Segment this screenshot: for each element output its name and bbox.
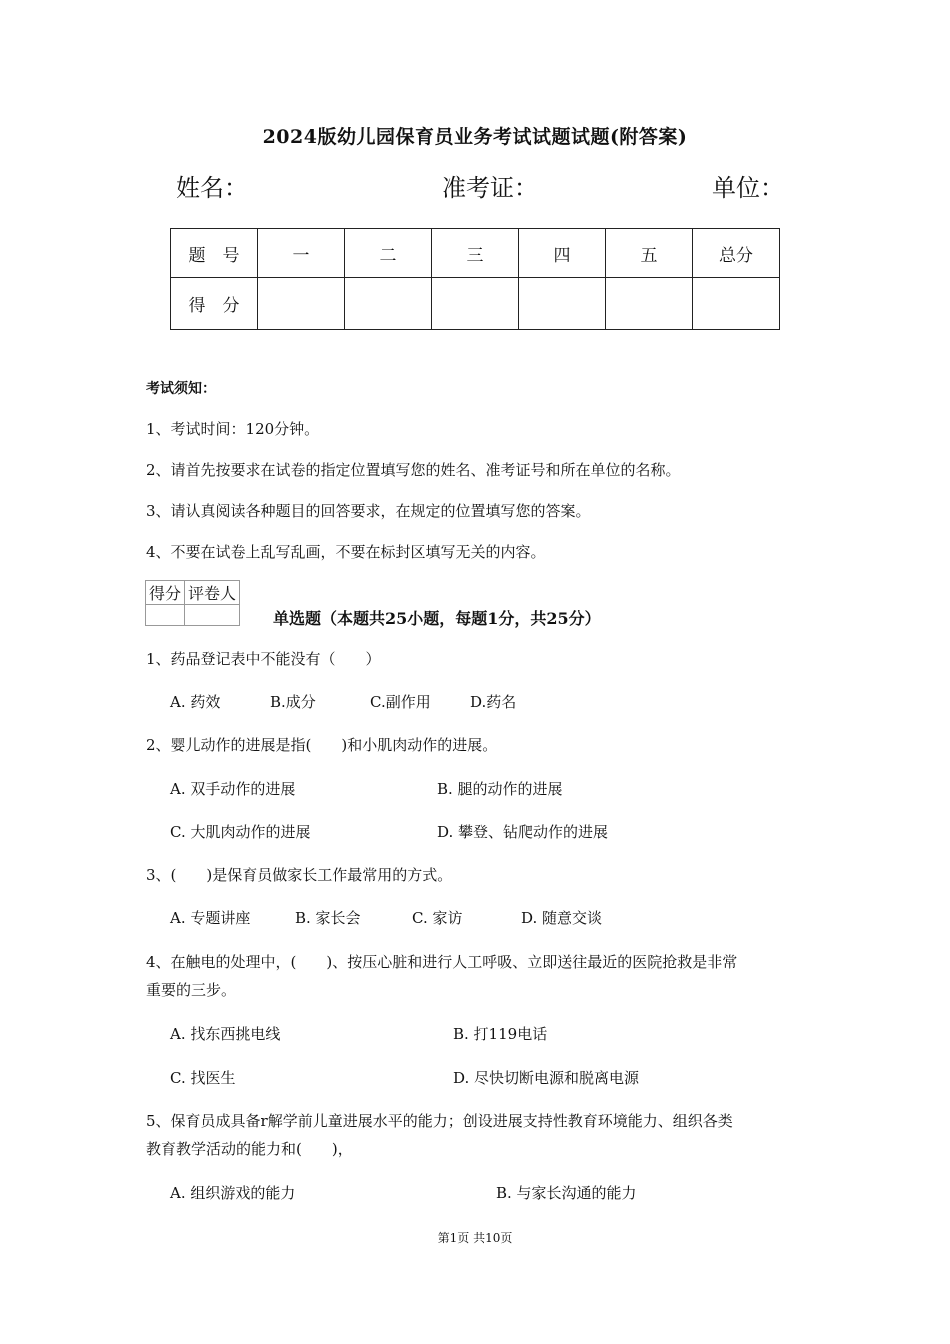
score-cell[interactable] — [432, 278, 519, 330]
question-option: D.药名 — [470, 693, 517, 711]
score-cell[interactable] — [345, 278, 432, 330]
score-cell[interactable] — [606, 278, 693, 330]
unit-field-label: 单位： — [712, 174, 784, 202]
page-title: 2024版幼儿园保育员业务考试试题试题(附答案) — [262, 126, 688, 148]
notice-item: 2、请首先按要求在试卷的指定位置填写您的姓名、准考证号和所在单位的名称。 — [146, 461, 681, 479]
grader-table — [145, 580, 240, 626]
section-title: 单选题（本题共25小题，每题1分，共25分） — [273, 609, 601, 628]
question-stem: 4、在触电的处理中，( )、按压心脏和进行人工呼吸、立即送往最近的医院抢救是非常 — [146, 953, 738, 971]
notice-heading: 考试须知： — [146, 381, 216, 397]
question-option: D. 随意交谈 — [521, 909, 603, 927]
notice-item: 4、不要在试卷上乱写乱画，不要在标封区填写无关的内容。 — [146, 543, 546, 561]
exam-number-field-label: 准考证： — [442, 174, 538, 202]
page-footer: 第1页 共10页 — [437, 1231, 513, 1245]
score-table-header-cell: 三 — [432, 229, 519, 278]
question-option: B. 打119电话 — [453, 1025, 548, 1043]
score-table-header-cell: 题 号 — [171, 229, 258, 278]
score-table-row-label: 得 分 — [171, 278, 258, 330]
question-option: B. 腿的动作的进展 — [437, 780, 563, 798]
question-stem: 2、婴儿动作的进展是指( )和小肌肉动作的进展。 — [146, 736, 498, 754]
question-option: C. 找医生 — [170, 1069, 236, 1087]
question-option: C. 大肌肉动作的进展 — [170, 823, 311, 841]
grader-reviewer-label: 评卷人 — [185, 581, 240, 605]
score-table-header-cell: 五 — [606, 229, 693, 278]
question-option: B. 与家长沟通的能力 — [496, 1184, 637, 1202]
score-table-header-row — [171, 229, 780, 278]
question-option: A. 组织游戏的能力 — [170, 1184, 296, 1202]
question-option: C.副作用 — [370, 693, 431, 711]
question-option: A. 找东西挑电线 — [170, 1025, 281, 1043]
score-table-score-row — [171, 278, 780, 330]
question-option: B.成分 — [270, 693, 316, 711]
question-option: D. 攀登、钻爬动作的进展 — [437, 823, 609, 841]
grader-score-cell[interactable] — [146, 605, 185, 626]
score-cell[interactable] — [519, 278, 606, 330]
score-table — [170, 228, 780, 330]
score-table-header-cell: 一 — [258, 229, 345, 278]
question-stem-continuation: 重要的三步。 — [146, 981, 237, 999]
score-table-header-cell: 总分 — [693, 229, 780, 278]
question-option: C. 家访 — [412, 909, 463, 927]
question-stem-continuation: 教育教学活动的能力和( )， — [146, 1140, 353, 1158]
question-option: A. 药效 — [170, 693, 221, 711]
question-option: A. 专题讲座 — [170, 909, 251, 927]
score-table-header-cell: 二 — [345, 229, 432, 278]
question-option: B. 家长会 — [295, 909, 361, 927]
grader-reviewer-cell[interactable] — [185, 605, 240, 626]
notice-item: 3、请认真阅读各种题目的回答要求，在规定的位置填写您的答案。 — [146, 502, 591, 520]
question-stem: 1、药品登记表中不能没有（ ） — [146, 650, 381, 668]
question-stem: 5、保育员成具备r解学前儿童进展水平的能力；创设进展支持性教育环境能力、组织各类 — [146, 1112, 733, 1130]
score-table-header-cell: 四 — [519, 229, 606, 278]
score-cell[interactable] — [258, 278, 345, 330]
question-option: A. 双手动作的进展 — [170, 780, 296, 798]
score-cell[interactable] — [693, 278, 780, 330]
notice-item: 1、考试时间：120分钟。 — [146, 420, 320, 438]
grader-score-label: 得分 — [146, 581, 185, 605]
name-field-label: 姓名： — [176, 174, 248, 202]
question-option: D. 尽快切断电源和脱离电源 — [453, 1069, 640, 1087]
question-stem: 3、( )是保育员做家长工作最常用的方式。 — [146, 866, 453, 884]
